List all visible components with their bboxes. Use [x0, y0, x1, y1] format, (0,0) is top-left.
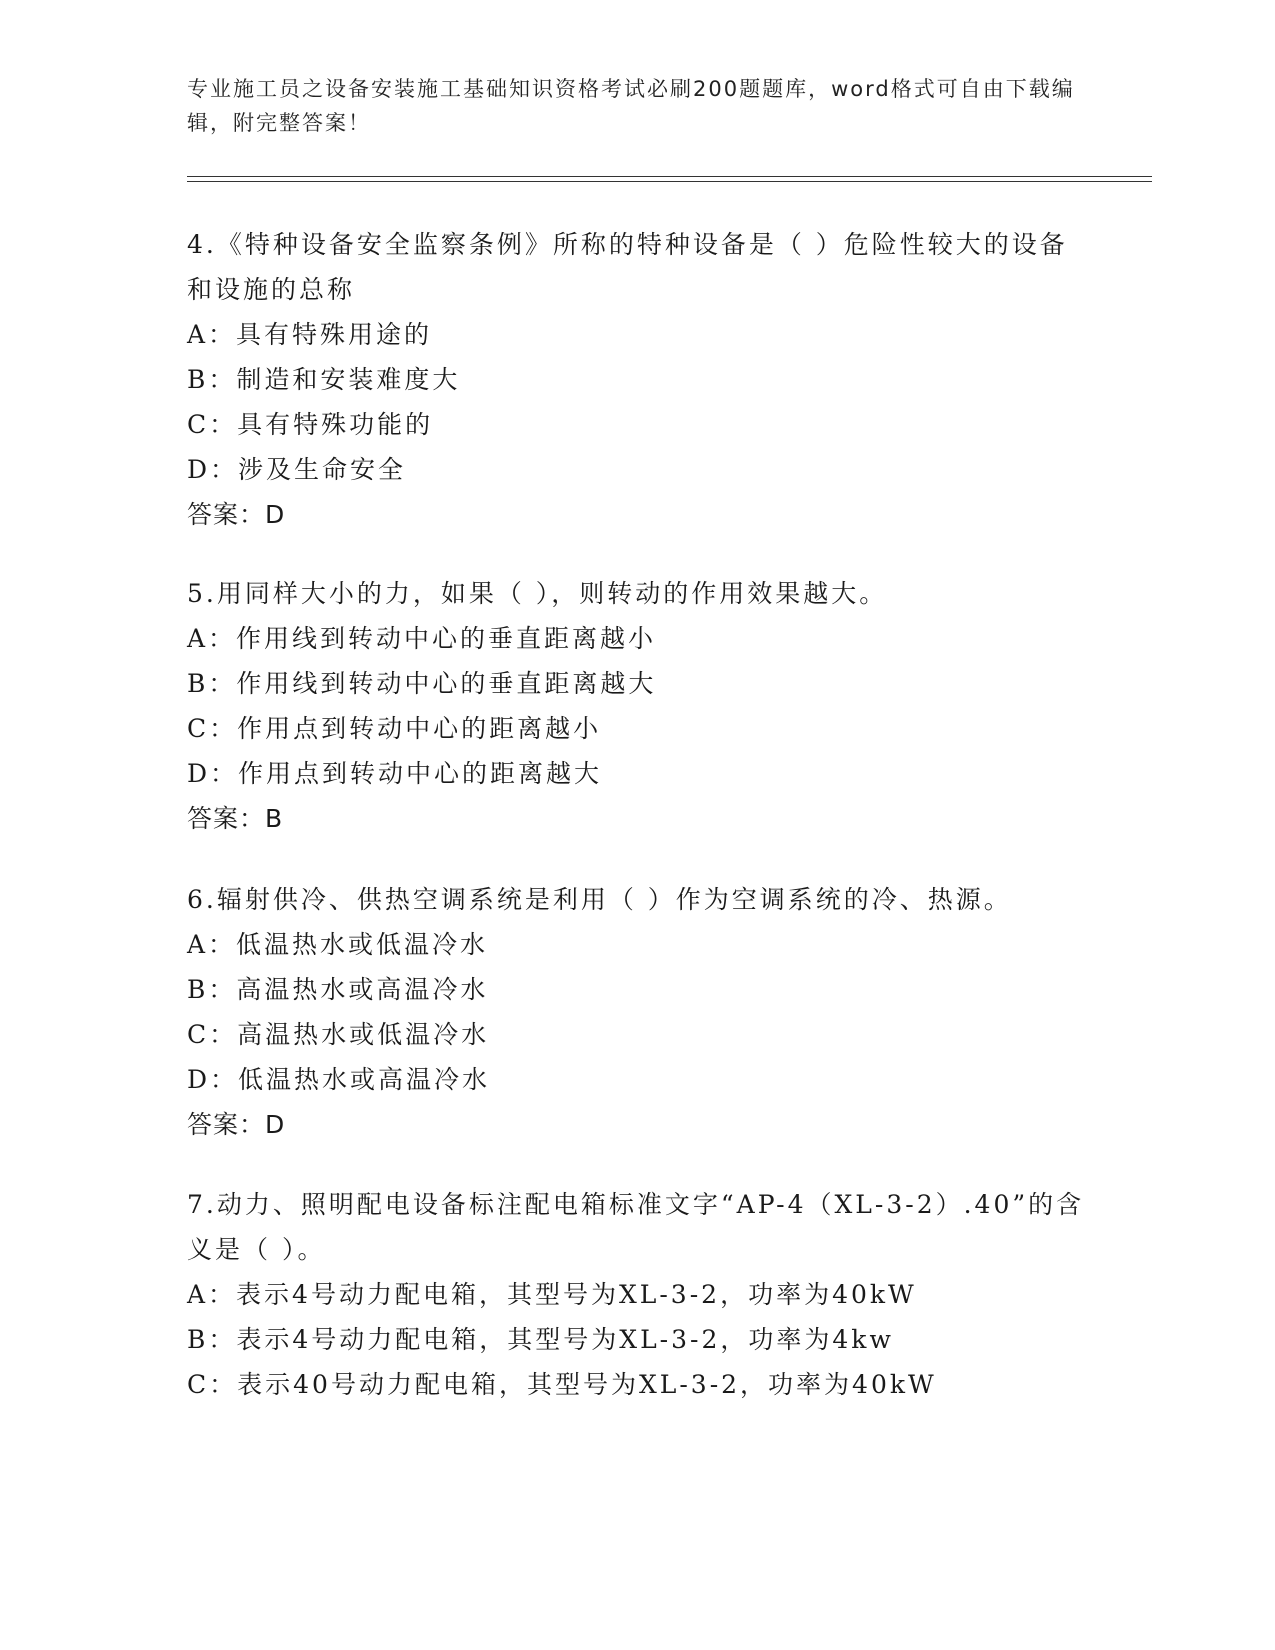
option-b: B：制造和安装难度大 — [187, 365, 461, 394]
option-b: B：高温热水或高温冷水 — [187, 975, 489, 1004]
option-a: A：作用线到转动中心的垂直距离越小 — [187, 624, 657, 653]
question-stem: 4.《特种设备安全监察条例》所称的特种设备是（ ）危险性较大的设备和设施的总称 — [187, 230, 1068, 304]
document-header: 专业施工员之设备安装施工基础知识资格考试必刷200题题库，word格式可自由下载编辑，附完整答案！ — [187, 77, 1075, 135]
option-a: A：表示4号动力配电箱，其型号为XL-3-2，功率为40kW — [187, 1280, 917, 1309]
option-d: D：涉及生命安全 — [187, 455, 407, 484]
question-stem: 7.动力、照明配电设备标注配电箱标准文字“AP-4（XL-3-2）.40”的含义是（ ）。 — [187, 1190, 1085, 1264]
question-7 — [187, 1182, 1087, 1407]
answer: 答案：D — [187, 500, 286, 529]
question-stem: 6.辐射供冷、供热空调系统是利用（ ）作为空调系统的冷、热源。 — [187, 885, 1012, 914]
option-b: B：作用线到转动中心的垂直距离越大 — [187, 669, 657, 698]
option-c: C：高温热水或低温冷水 — [187, 1020, 490, 1049]
answer: 答案：B — [187, 804, 284, 833]
question-4 — [187, 222, 1087, 537]
answer: 答案：D — [187, 1110, 286, 1139]
question-stem: 5.用同样大小的力，如果（ ），则转动的作用效果越大。 — [187, 579, 888, 608]
option-a: A：低温热水或低温冷水 — [187, 930, 489, 959]
option-d: D：作用点到转动中心的距离越大 — [187, 759, 603, 788]
question-5 — [187, 571, 1087, 841]
header-double-rule — [187, 176, 1152, 182]
question-6 — [187, 877, 1087, 1147]
option-a: A：具有特殊用途的 — [187, 320, 433, 349]
option-c: C：具有特殊功能的 — [187, 410, 434, 439]
option-d: D：低温热水或高温冷水 — [187, 1065, 491, 1094]
option-c: C：作用点到转动中心的距离越小 — [187, 714, 602, 743]
option-b: B：表示4号动力配电箱，其型号为XL-3-2，功率为4kw — [187, 1325, 894, 1354]
option-c: C：表示40号动力配电箱，其型号为XL-3-2，功率为40kW — [187, 1370, 937, 1399]
